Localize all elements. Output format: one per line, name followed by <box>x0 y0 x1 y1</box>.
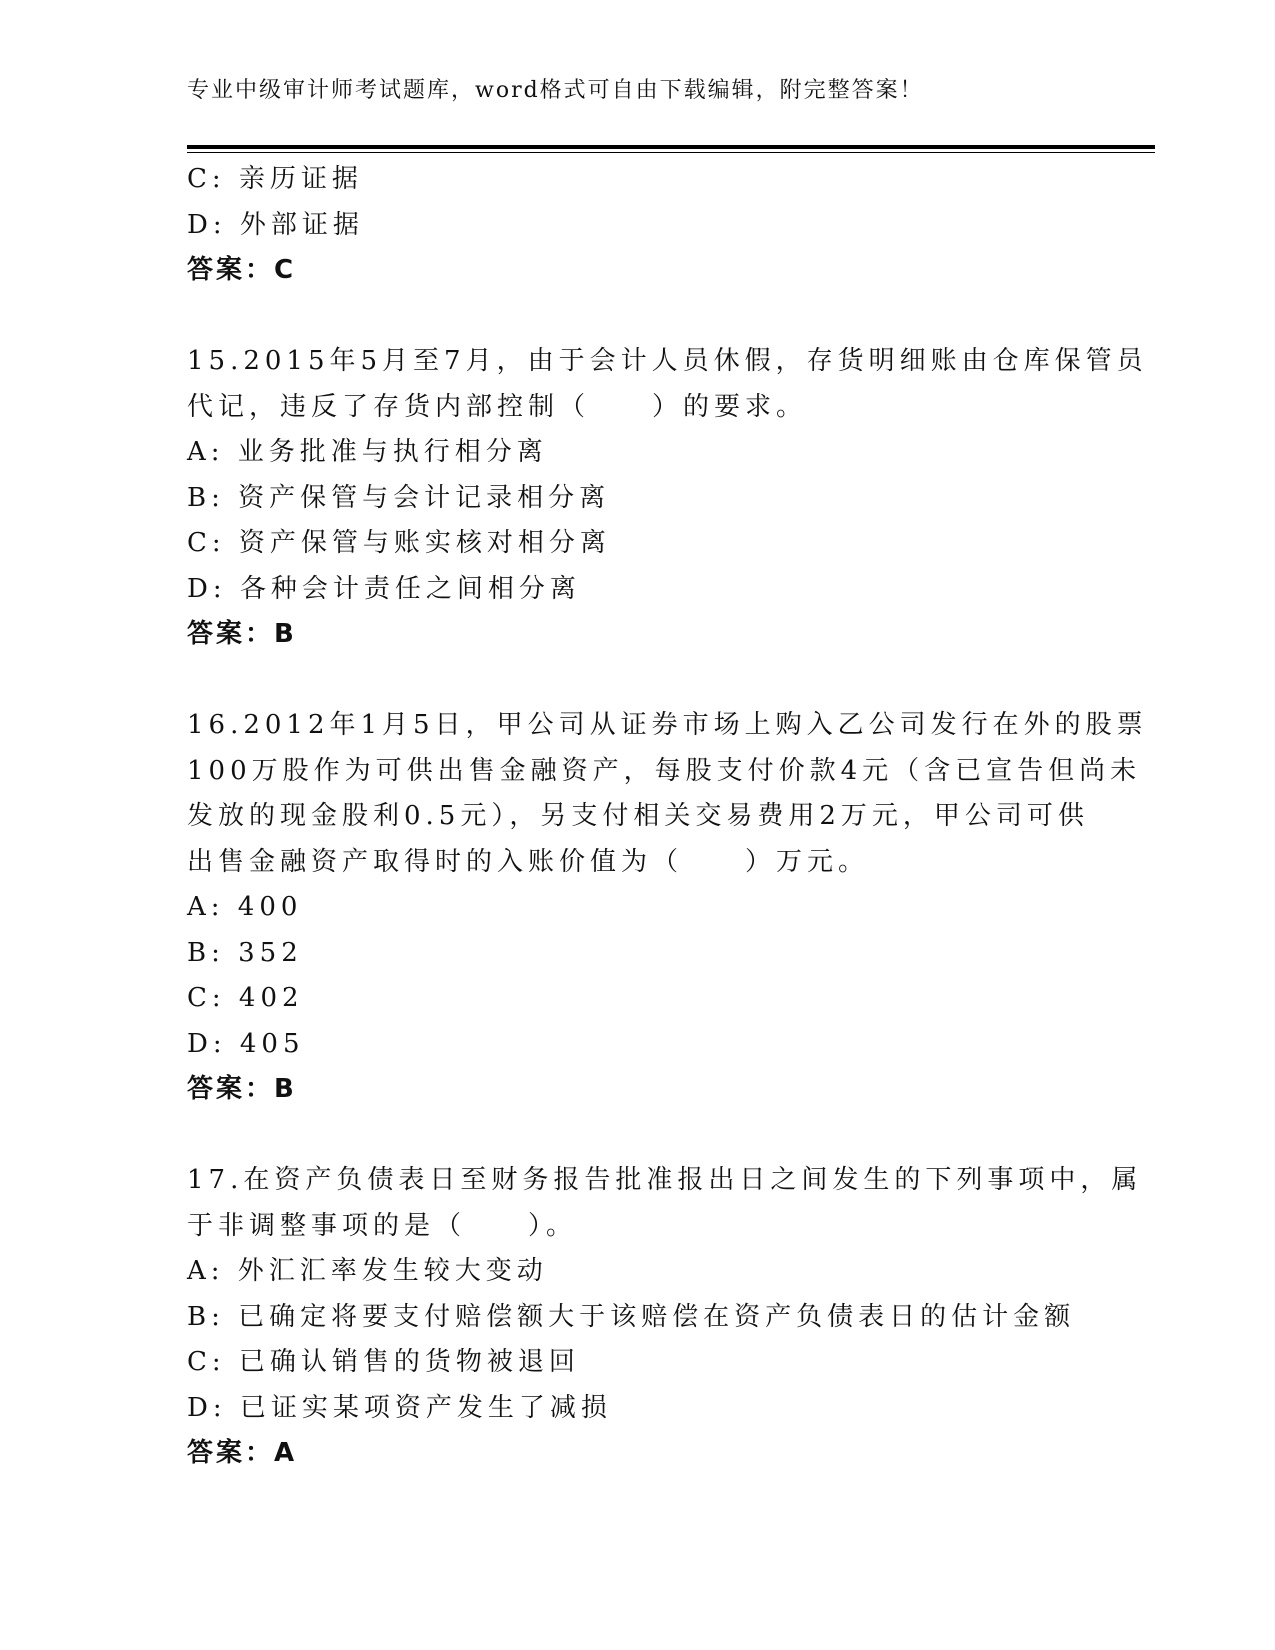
question-content <box>187 157 1148 1477</box>
question-15 <box>187 339 1148 658</box>
question-14-tail <box>187 157 1087 294</box>
question-stem-line: 15.2015年5月至7月，由于会计人员休假，存货明细账由仓库保管员 <box>187 346 1148 376</box>
spacer <box>187 658 1087 704</box>
answer-line: 答案：A <box>187 1438 298 1468</box>
spacer <box>187 1113 1087 1159</box>
question-stem-line: 100万股作为可供出售金融资产，每股支付价款4元（含已宣告但尚未 <box>187 755 1142 786</box>
header-rule-thick <box>187 145 1155 149</box>
option-c: C: 亲历证据 <box>187 164 363 194</box>
question-stem-line: 于非调整事项的是（ ）。 <box>187 1210 578 1241</box>
question-stem-line: 16.2012年1月5日，甲公司从证券市场上购入乙公司发行在外的股票 <box>187 710 1148 740</box>
option-b: B: 资产保管与会计记录相分离 <box>187 482 611 513</box>
option-a: A: 400 <box>187 892 303 922</box>
page-header: 专业中级审计师考试题库，word格式可自由下载编辑，附完整答案！ <box>187 78 924 103</box>
question-17 <box>187 1158 1143 1477</box>
option-b: B: 352 <box>187 937 303 968</box>
option-d: D: 405 <box>187 1028 305 1059</box>
header-rule-thin <box>187 152 1155 153</box>
question-16 <box>187 703 1148 1113</box>
option-a: A: 业务批准与执行相分离 <box>187 437 548 467</box>
spacer <box>187 294 1087 340</box>
option-c: C: 资产保管与账实核对相分离 <box>187 528 611 558</box>
option-b: B: 已确定将要支付赔偿额大于该赔偿在资产负债表日的估计金额 <box>187 1301 1076 1332</box>
option-c: C: 402 <box>187 983 304 1013</box>
option-d: D: 各种会计责任之间相分离 <box>187 573 581 604</box>
option-d: D: 已证实某项资产发生了减损 <box>187 1392 612 1423</box>
option-c: C: 已确认销售的货物被退回 <box>187 1347 580 1377</box>
option-a: A: 外汇汇率发生较大变动 <box>187 1256 548 1286</box>
question-stem-line: 代记，违反了存货内部控制（ ）的要求。 <box>187 391 808 422</box>
option-d: D: 外部证据 <box>187 209 364 240</box>
answer-line: 答案：B <box>187 619 297 649</box>
question-stem-line: 17.在资产负债表日至财务报告批准报出日之间发生的下列事项中，属 <box>187 1165 1143 1195</box>
question-stem-line: 出售金融资产取得时的入账价值为（ ）万元。 <box>187 846 870 877</box>
answer-line: 答案：B <box>187 1074 297 1104</box>
question-stem-line: 发放的现金股利0.5元），另支付相关交易费用2万元，甲公司可供 <box>187 801 1089 831</box>
answer-line: 答案：C <box>187 255 297 285</box>
